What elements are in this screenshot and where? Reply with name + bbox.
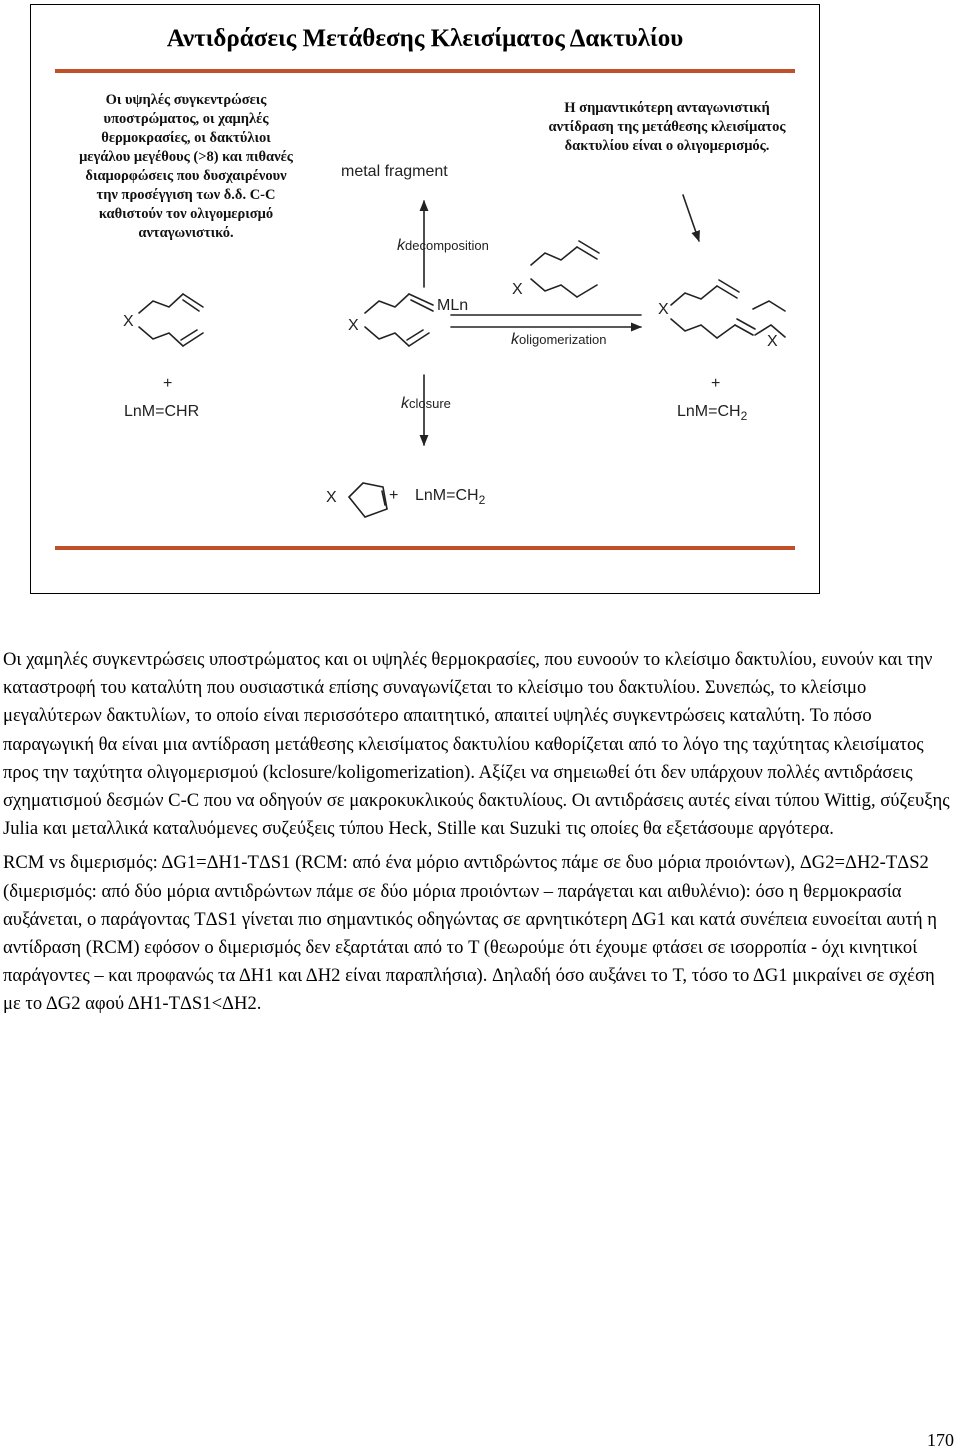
k-symbol: k <box>397 237 405 254</box>
oligomer-fragment <box>531 241 599 297</box>
diene-substrate <box>139 294 203 346</box>
paragraph-catalyst: Οι χαμηλές συγκεντρώσεις υποστρώματος και οι υψηλές θερμοκρασίες, που ευνοούν το κλείσιμο δακτυλίου, ευνούν και την καταστροφή του καταλύτη που ουσιαστικά επίσης συναγωνίζεται το κλείσιμο του δακτυλίου. Συνεπώς, το κλείσιμο μεγαλύτερων δακτυλίων, το οποίο είναι περισσότερο απαιτητικό, απαιτεί υψηλές συγκεντρώσεις καταλύτη. Το πόσο παραγωγική θα είναι μια αντίδραση μετάθεσης κλεισίματος δακτυλίου καθορίζεται από το λόγο της ταχύτητας κλεισίματος προς την ταχύτητα ολιγομερισμού (kclosure/koligomerization). Αξίζει να σημειωθεί ότι δεν υπάρχουν πολλές αντιδράσεις σχηματισμού δεσμών C-C που να οδηγούν σε μακροκυκλικούς δακτυλίους. Οι αντιδράσεις αυτές είναι τύπου Wittig, σύζευξης Julia και μεταλλικά καταλυόμενες συζεύξεις τύπου Heck, Stille και Suzuki τις οποίες θα εξετάσουμε αργότερα. <box>3 649 950 840</box>
metal-fragment-label: metal fragment <box>341 163 448 180</box>
dimer-product <box>671 280 785 338</box>
subscript-two: 2 <box>478 493 486 508</box>
body-text <box>3 646 953 1019</box>
mln-label: MLn <box>437 297 469 314</box>
k-symbol: k <box>401 395 409 412</box>
slide-title: Αντιδράσεις Μετάθεσης Κλεισίματος Δακτυλίου <box>166 25 684 52</box>
plus-bottom: + <box>389 487 399 504</box>
x-label-substrate: X <box>123 313 134 330</box>
note-right: Η σημαντικότερη ανταγωνιστική αντίδραση της μετάθεσης κλεισίματος δακτυλίου είναι ο ολιγομερισμός. <box>548 100 786 154</box>
pointer-arrow <box>683 195 699 241</box>
k-oligomerization-label <box>511 331 606 349</box>
oligomerization-subscript: oligomerization <box>519 332 607 347</box>
lnm-ch-text: LnM=CH <box>677 403 741 420</box>
x-label-dimer-left: X <box>658 301 669 318</box>
k-decomposition-label <box>397 237 489 255</box>
x-label-oligomer: X <box>512 281 523 298</box>
closure-subscript: closure <box>409 396 451 411</box>
lnm-ch2-label-right <box>677 403 747 423</box>
x-label-cycle: X <box>326 489 337 506</box>
decomposition-subscript: decomposition <box>405 238 489 253</box>
lnm-chr-label: LnM=CHR <box>124 403 200 420</box>
bottom-rule <box>55 546 795 550</box>
paragraph-thermodynamics: RCM vs διμερισμός: ΔG1=ΔH1-TΔS1 (RCM: από ένα μόριο αντιδρώντος πάμε σε δυο μόρια προιόντων), ΔG2=ΔH2-TΔS2 (διμερισμός: από δύο μόρια αντιδρώντων πάμε σε δύο μόρια προιόντων – παράγεται και αιθυλένιο): όσο η θερμοκρασία αυξάνεται, ο παράγοντας TΔS1 γίνεται πιο σημαντικός οδηγώντας σε αρνητικότερη ΔG1 και κατά συνέπεια ευνοείται αυτή η αντίδραση (RCM) εφόσον ο διμερισμός δεν εξαρτάται από το T (θεωρούμε ότι έχουμε φτάσει σε ισορροπία - όχι κινητικοί παράγοντες – και προφανώς τα ΔH1 και ΔH2 είναι παραπλήσια). Δηλαδή όσο αυξάνει το T, τόσο το ΔG1 μικραίνει σε σχέση με το ΔG2 αφού ΔH1-TΔS1<ΔH2. <box>3 852 937 1015</box>
x-label-intermediate: X <box>348 317 359 334</box>
page-number: 170 <box>927 1430 954 1450</box>
k-symbol: k <box>511 331 519 348</box>
plus-right: + <box>711 375 721 392</box>
k-closure-label <box>401 395 451 413</box>
lnm-ch-text: LnM=CH <box>415 487 479 504</box>
cyclopentene-product <box>349 483 387 517</box>
plus-left: + <box>163 375 173 392</box>
note-left: Οι υψηλές συγκεντρώσεις υποστρώματος, οι χαμηλές θερμοκρασίες, οι δακτύλιοι μεγάλου μεγέθους (>8) και πιθανές διαμορφώσεις που δυσχαιρένουν την προσέγγιση των δ.δ. C-C καθιστούν τον ολιγομερισμό ανταγωνιστικό. <box>79 92 293 241</box>
subscript-two: 2 <box>740 409 748 424</box>
lnm-ch2-label-bottom <box>415 487 485 507</box>
metal-carbene-intermediate <box>365 294 433 346</box>
x-label-dimer-right: X <box>767 333 778 350</box>
slide-figure <box>30 4 820 594</box>
